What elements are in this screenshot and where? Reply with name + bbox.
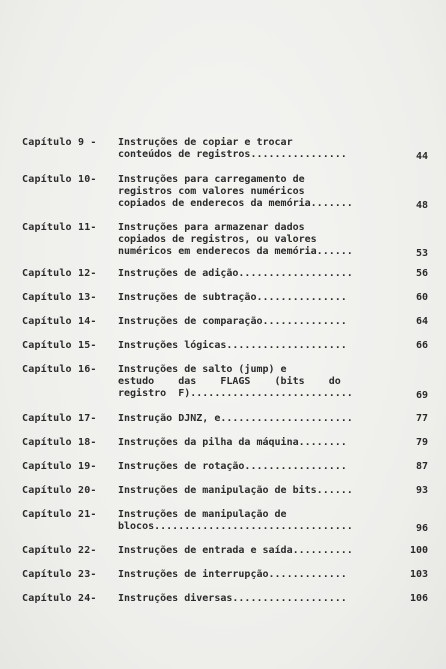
page-number: 77 [415, 413, 428, 424]
page-number: 64 [415, 316, 428, 327]
chapter-title-line: Instruções diversas................... [118, 593, 347, 604]
chapter-title-line: conteúdos de registros................ [118, 149, 347, 160]
chapter-title-line: Instruções de subtração............... [118, 292, 347, 303]
chapter-title-line: Instruções de manipulação de [118, 509, 287, 520]
chapter-label: Capítulo 14- [22, 316, 97, 327]
chapter-title-line: registro F)........................... [118, 388, 353, 399]
chapter-title-line: Instruções de comparação.............. [118, 316, 347, 327]
chapter-title-line: Instrução DJNZ, e...................... [118, 413, 353, 424]
chapter-title-line: Instruções para armazenar dados [118, 222, 305, 233]
chapter-title-line: Instruções de copiar e trocar [118, 137, 293, 148]
chapter-title-line: copiados de enderecos da memória....... [118, 198, 353, 209]
chapter-title-line: Instruções de salto (jump) e [118, 364, 287, 375]
page-number: 44 [415, 151, 428, 162]
chapter-title-line: Instruções de interrupção............. [118, 569, 347, 580]
chapter-label: Capítulo 24- [22, 593, 97, 604]
chapter-label: Capítulo 16- [22, 364, 97, 375]
chapter-title-line: Instruções de adição................... [118, 268, 353, 279]
page-number: 60 [415, 292, 428, 303]
chapter-label: Capítulo 23- [22, 569, 97, 580]
chapter-title-line: Instruções lógicas.................... [118, 340, 347, 351]
page-number: 48 [415, 200, 428, 211]
chapter-label: Capítulo 13- [22, 292, 97, 303]
page-number: 96 [415, 523, 428, 534]
chapter-label: Capítulo 18- [22, 437, 97, 448]
page-number: 106 [409, 593, 428, 604]
page-number: 53 [415, 248, 428, 259]
chapter-label: Capítulo 21- [22, 509, 97, 520]
chapter-title-line: Instruções da pilha da máquina........ [118, 437, 347, 448]
chapter-title-line: estudo das FLAGS (bits do [118, 376, 341, 387]
page-number: 79 [415, 437, 428, 448]
page-number: 56 [415, 268, 428, 279]
chapter-label: Capítulo 22- [22, 545, 97, 556]
chapter-label: Capítulo 17- [22, 413, 97, 424]
chapter-title-line: registros com valores numéricos [118, 186, 305, 197]
page-number: 66 [415, 340, 428, 351]
chapter-label: Capítulo 10- [22, 174, 97, 185]
chapter-title-line: Instruções de rotação................. [118, 461, 347, 472]
chapter-label: Capítulo 11- [22, 222, 97, 233]
chapter-title-line: blocos................................. [118, 521, 353, 532]
chapter-label: Capítulo 12- [22, 268, 97, 279]
chapter-label: Capítulo 19- [22, 461, 97, 472]
chapter-title-line: Instruções de manipulação de bits...... [118, 485, 353, 496]
page-number: 87 [415, 461, 428, 472]
page-number: 69 [415, 390, 428, 401]
chapter-title-line: copiados de registros, ou valores [118, 234, 317, 245]
chapter-label: Capítulo 15- [22, 340, 97, 351]
page-number: 93 [415, 485, 428, 496]
page-number: 100 [409, 545, 428, 556]
chapter-label: Capítulo 9 - [22, 137, 97, 148]
page-number: 103 [409, 569, 428, 580]
chapter-title-line: numéricos em enderecos da memória...... [118, 246, 353, 257]
chapter-title-line: Instruções de entrada e saída.......... [118, 545, 353, 556]
chapter-label: Capítulo 20- [22, 485, 97, 496]
chapter-title-line: Instruções para carregamento de [118, 174, 305, 185]
